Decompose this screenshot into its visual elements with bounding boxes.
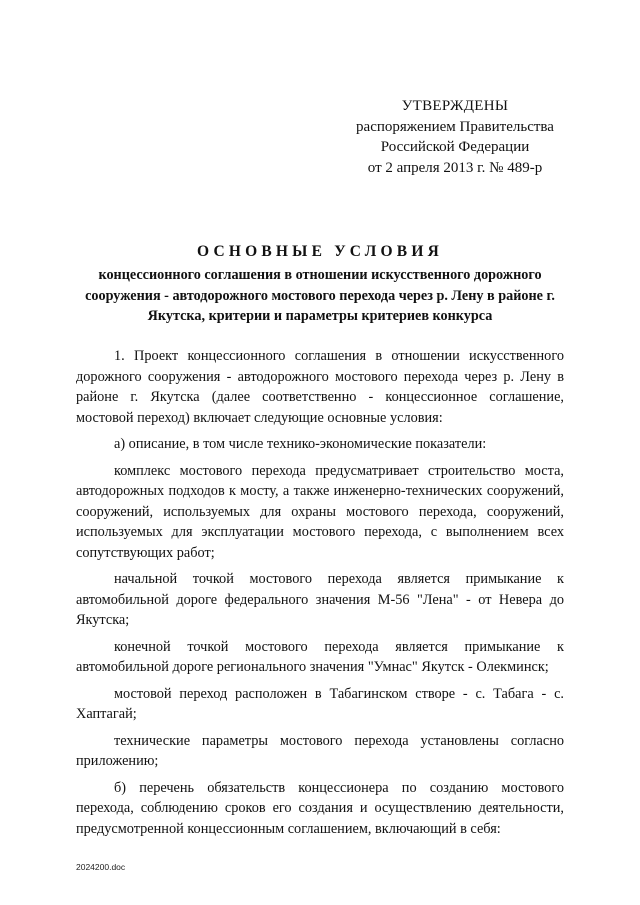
paragraph: конечной точкой мостового перехода является примыкание к автомобильной дороге регионального значения "Умнас" Якутск - Олекминск;	[76, 638, 564, 675]
paragraph: мостовой переход расположен в Табагинском створе - с. Табага - с. Хаптагай;	[76, 685, 564, 722]
paragraph: начальной точкой мостового перехода является примыкание к автомобильной дороге федерального значения М-56 "Лена" - от Невера до Якутска;	[76, 571, 564, 628]
document-body	[76, 346, 564, 845]
approval-heading: УТВЕРЖДЕНЫ	[401, 98, 509, 114]
approval-line-2: Российской Федерации	[380, 139, 530, 155]
paragraph: 1. Проект концессионного соглашения в отношении искусственного дорожного сооружения - автодорожного мостового перехода через р. Лену в районе г. Якутска (далее соответственно - концессионное соглашение, мостовой переход) включает следующие основные условия:	[76, 348, 564, 426]
approval-block	[340, 96, 570, 178]
paragraph: технические параметры мостового перехода установлены согласно приложению;	[76, 732, 564, 769]
document-title: ОСНОВНЫЕ УСЛОВИЯ	[197, 243, 443, 260]
paragraph: б) перечень обязательств концессионера по созданию мостового перехода, соблюдению сроков его создания и осуществлению деятельности, предусмотренной концессионным соглашением, включающий в себя:	[76, 779, 564, 837]
paragraph: комплекс мостового перехода предусматривает строительство моста, автодорожных подходов к мосту, а также инженерно-технических сооружений, сооружений, используемых для охраны мостового перехода, сооружений, используемых для эксплуатации мостового перехода, с выполнением всех сопутствующих работ;	[76, 462, 564, 561]
approval-line-1: распоряжением Правительства	[356, 118, 554, 135]
approval-line-3: от 2 апреля 2013 г. № 489-р	[367, 159, 543, 176]
paragraph: а) описание, в том числе технико-экономические показатели:	[114, 436, 487, 452]
document-subtitle: концессионного соглашения в отношении искусственного дорожного сооружения - автодорожного мостового перехода через р. Лену в районе г. Якутска, критерии и параметры критериев конкурса	[85, 267, 555, 324]
file-name-footer: 2024200.doc	[76, 862, 126, 872]
